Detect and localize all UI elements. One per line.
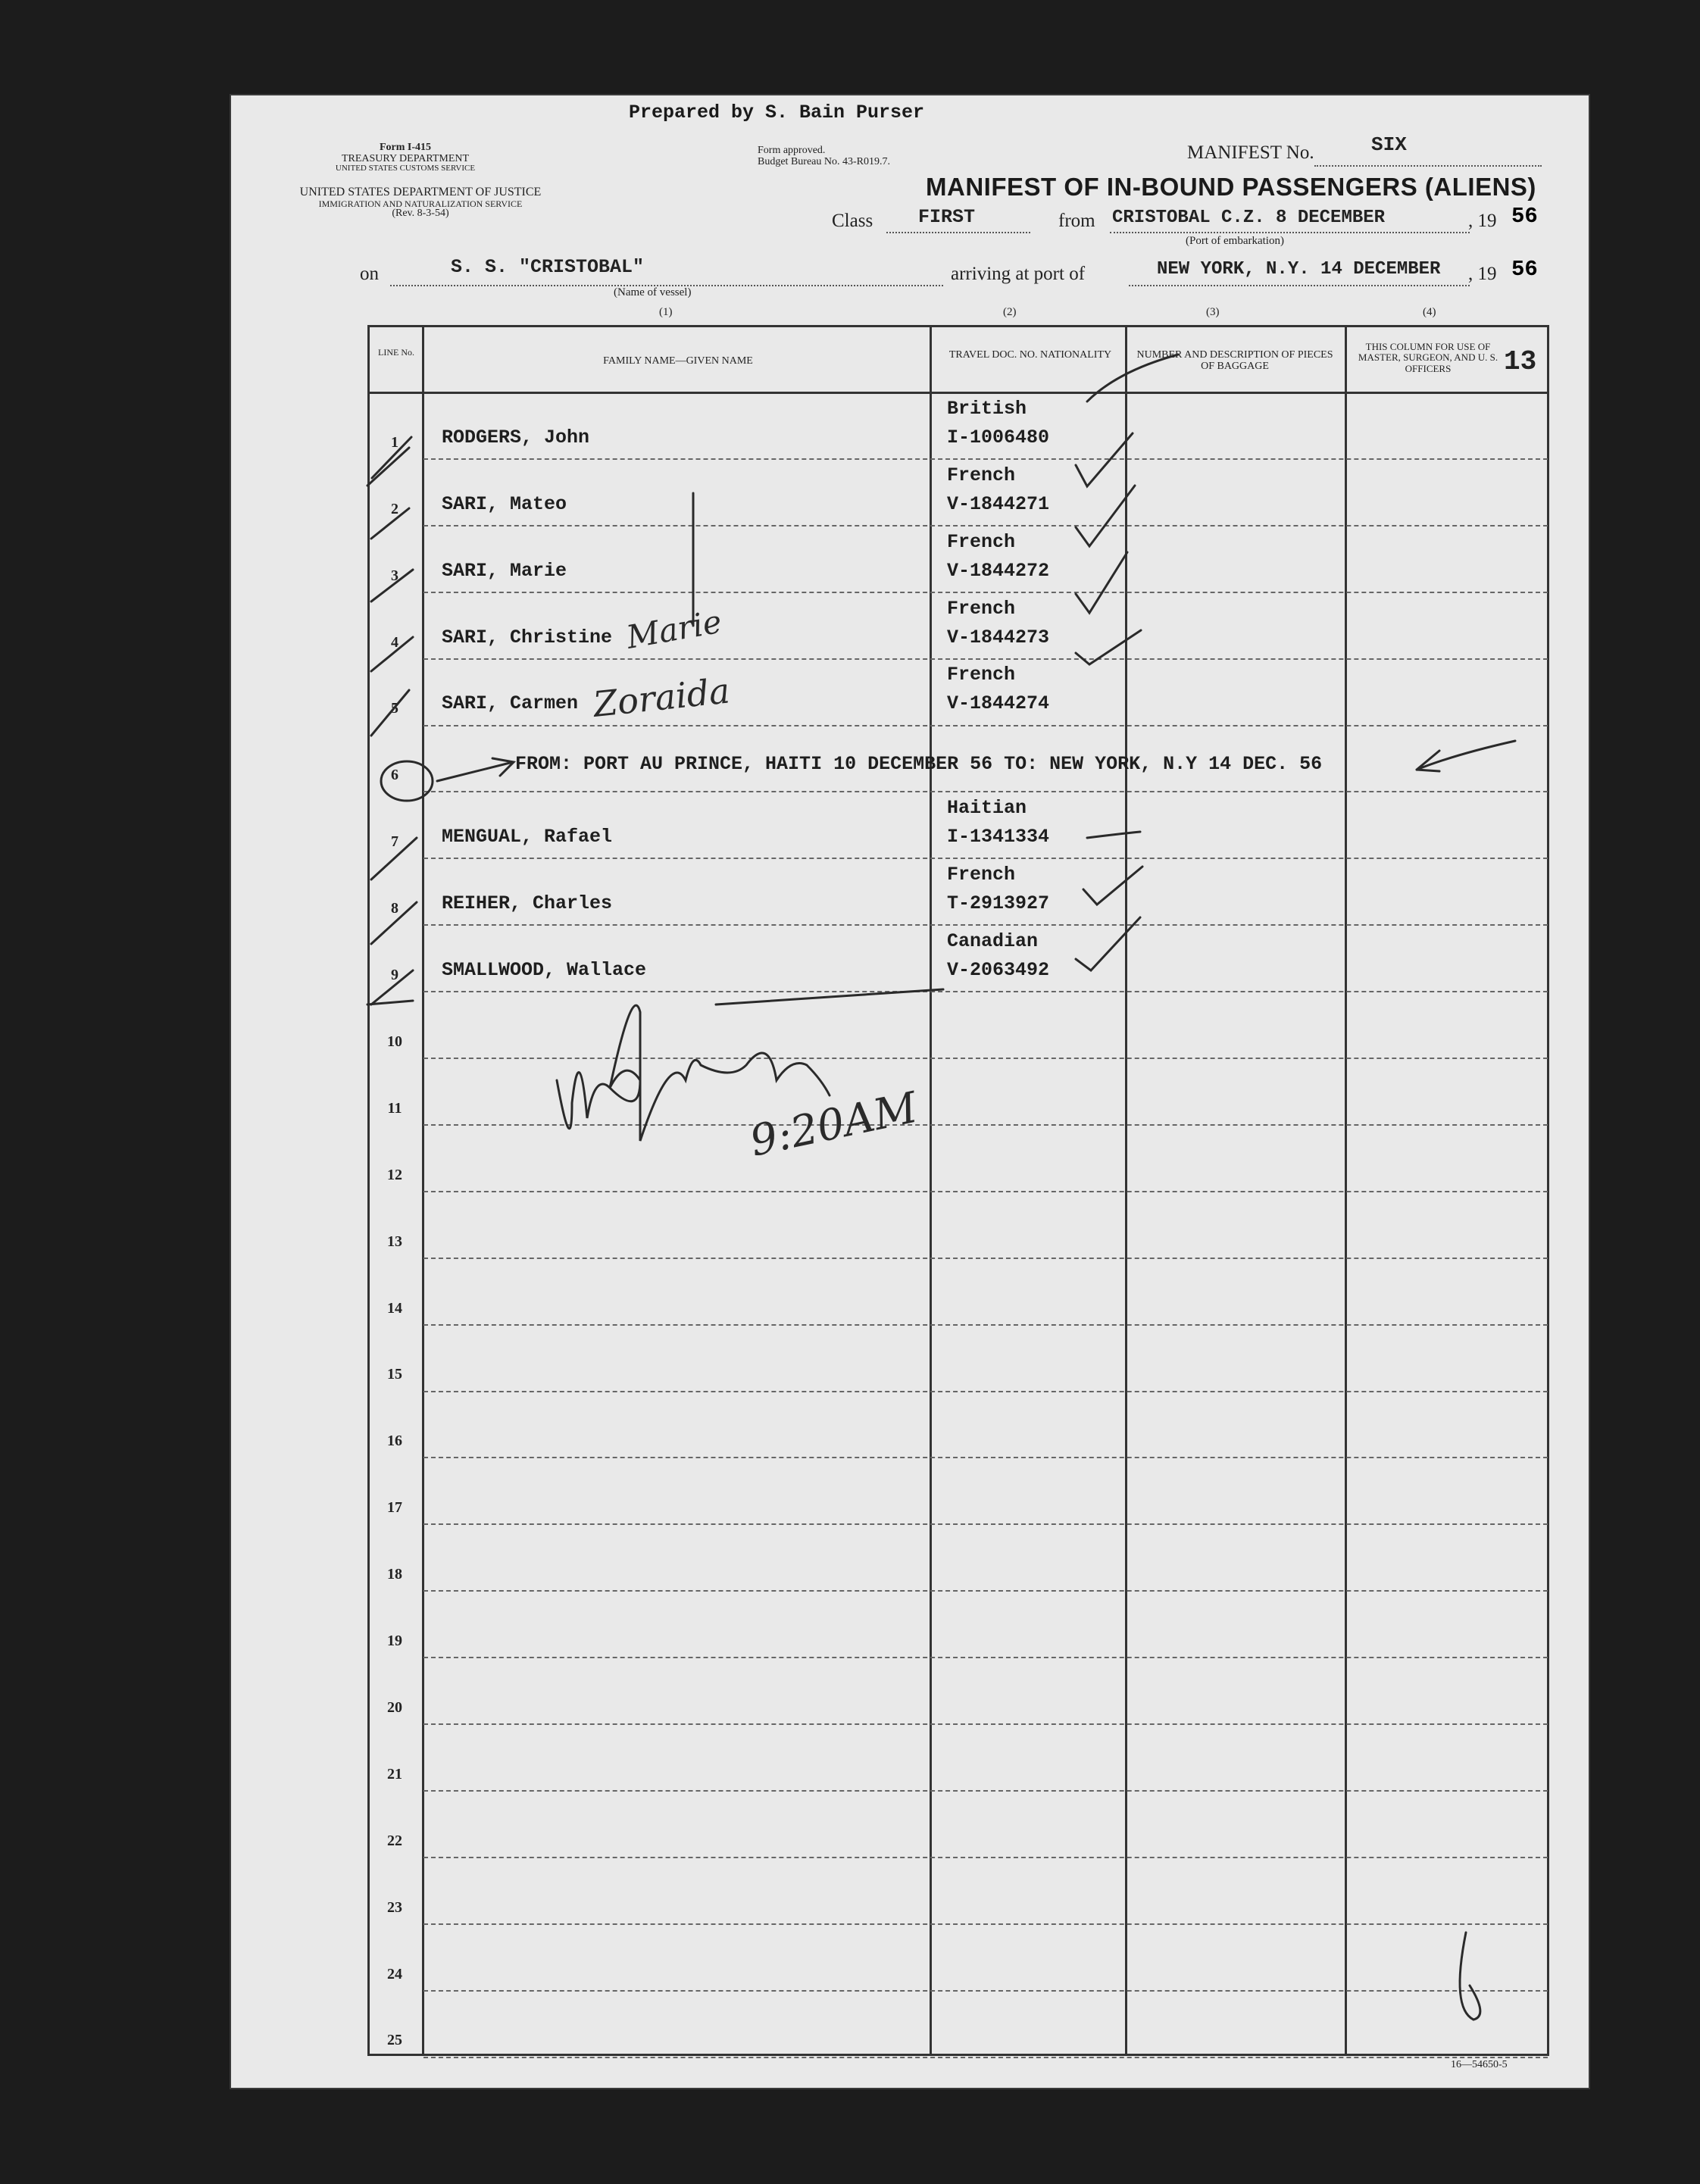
line-number: 20 <box>387 1698 402 1716</box>
passenger-name: MENGUAL, Rafael <box>442 826 613 848</box>
header-line-no: LINE No. <box>378 347 414 358</box>
line-number: 16 <box>387 1433 402 1450</box>
line-number: 23 <box>387 1898 402 1916</box>
from-year-prefix: , 19 <box>1468 211 1497 231</box>
line-number: 15 <box>387 1366 402 1383</box>
line-number: 21 <box>387 1765 402 1783</box>
check-mark <box>1076 552 1127 613</box>
line-number: 22 <box>387 1832 402 1849</box>
budget-bureau: Budget Bureau No. 43-R019.7. <box>758 155 890 167</box>
travel-doc-number: V-1844274 <box>947 692 1050 715</box>
arriving-year: 56 <box>1511 257 1538 282</box>
check-mark <box>1087 355 1178 401</box>
line-number: 5 <box>391 700 398 717</box>
line-number: 17 <box>387 1499 402 1517</box>
treasury-dept: TREASURY DEPARTMENT <box>341 152 470 164</box>
line-number: 11 <box>387 1099 402 1117</box>
row-6-circle <box>381 761 433 801</box>
from-label: from <box>1058 211 1095 231</box>
rev-date: (Rev. 8-3-54) <box>392 208 449 220</box>
check-mark <box>1083 867 1142 905</box>
handwriting-layer <box>231 95 1589 2088</box>
line-number: 9 <box>391 967 398 984</box>
arriving-label: arriving at port of <box>951 264 1086 284</box>
manifest-page <box>231 95 1589 2088</box>
nationality: Haitian <box>947 797 1027 820</box>
justice-dept: UNITED STATES DEPARTMENT OF JUSTICE <box>299 186 542 198</box>
check-mark <box>1087 832 1140 838</box>
col2-number: (2) <box>1003 306 1017 318</box>
travel-doc-number: V-2063492 <box>947 959 1050 982</box>
header-travel-doc: TRAVEL DOC. NO. NATIONALITY <box>948 349 1112 361</box>
class-value: FIRST <box>918 206 976 228</box>
on-label: on <box>360 264 379 284</box>
line-number: 12 <box>387 1166 402 1183</box>
line-number: 6 <box>391 767 398 784</box>
page-mark-stroke <box>1460 1932 1480 2020</box>
handwritten-time: 9:20AM <box>745 1083 922 1167</box>
tally-stroke <box>371 970 413 1005</box>
ins-service: IMMIGRATION AND NATURALIZATION SERVICE <box>318 198 523 209</box>
nationality: French <box>947 464 1016 486</box>
prepared-by: Prepared by S. Bain Purser <box>629 102 925 123</box>
manifest-title: MANIFEST OF IN-BOUND PASSENGERS (ALIENS) <box>926 173 1536 201</box>
strike-line <box>716 989 943 1005</box>
tally-stroke <box>372 437 411 478</box>
passenger-name: SARI, Christine <box>442 626 613 648</box>
travel-doc-number: I-1341334 <box>947 826 1050 848</box>
passenger-name: REIHER, Charles <box>442 892 613 915</box>
line-number: 1 <box>391 433 398 451</box>
tally-stroke <box>371 690 409 736</box>
line-number: 10 <box>387 1033 402 1050</box>
nationality: Canadian <box>947 930 1039 953</box>
form-approved: Form approved. <box>758 145 826 156</box>
handwritten-zoraida: Zoraida <box>591 670 732 725</box>
check-mark <box>1076 630 1141 664</box>
vessel-note: (Name of vessel) <box>614 286 692 298</box>
vessel-value: S. S. "CRISTOBAL" <box>451 256 645 278</box>
col1-number: (1) <box>659 306 673 318</box>
col4-number: (4) <box>1423 306 1436 318</box>
tally-stroke <box>367 448 409 486</box>
check-mark <box>1076 917 1140 970</box>
travel-doc-number: I-1006480 <box>947 426 1050 448</box>
from-value: CRISTOBAL C.Z. 8 DECEMBER <box>1112 208 1386 228</box>
manifest-no-value: SIX <box>1371 133 1407 156</box>
header-baggage: NUMBER AND DESCRIPTION OF PIECES OF BAGGAGE <box>1136 349 1333 373</box>
nationality: French <box>947 864 1016 886</box>
tally-stroke <box>371 838 417 880</box>
tally-stroke <box>371 637 413 671</box>
nationality: British <box>947 397 1027 420</box>
passenger-name: SMALLWOOD, Wallace <box>442 959 647 982</box>
nationality: French <box>947 597 1016 620</box>
passenger-name: SARI, Marie <box>442 559 567 582</box>
travel-doc-number: V-1844271 <box>947 492 1050 515</box>
line-number: 19 <box>387 1633 402 1650</box>
class-label: Class <box>832 211 873 231</box>
form-number: Form I-415 <box>379 142 432 153</box>
line-number: 2 <box>391 500 398 517</box>
header-name: FAMILY NAME—GIVEN NAME <box>603 355 753 367</box>
col3-number: (3) <box>1206 306 1220 318</box>
handwritten-marie: Marie <box>623 602 725 656</box>
line-number: 7 <box>391 833 398 851</box>
passenger-name: SARI, Carmen <box>442 692 579 715</box>
from-year: 56 <box>1511 204 1538 229</box>
travel-doc-number: V-1844273 <box>947 626 1050 648</box>
arrow-right <box>1417 741 1515 771</box>
manifest-no-label: MANIFEST No. <box>1187 142 1314 163</box>
customs-service: UNITED STATES CUSTOMS SERVICE <box>335 164 476 173</box>
line-number: 13 <box>387 1233 402 1250</box>
embark-note: (Port of embarkation) <box>1186 235 1284 247</box>
line-number: 8 <box>391 900 398 917</box>
passenger-name: RODGERS, John <box>442 426 590 448</box>
line-number: 24 <box>387 1965 402 1982</box>
tally-stroke <box>371 570 413 601</box>
nationality: French <box>947 530 1016 553</box>
line-number: 4 <box>391 633 398 651</box>
tally-stroke <box>371 508 409 539</box>
tally-stroke <box>371 902 417 944</box>
travel-doc-number: V-1844272 <box>947 559 1050 582</box>
line-number: 14 <box>387 1299 402 1317</box>
officers-count: 13 <box>1504 346 1537 377</box>
arriving-value: NEW YORK, N.Y. 14 DECEMBER <box>1157 259 1441 280</box>
header-officers: THIS COLUMN FOR USE OF MASTER, SURGEON, AND U. S. OFFICERS <box>1358 341 1498 374</box>
line-number: 18 <box>387 1566 402 1583</box>
line-number: 3 <box>391 567 398 584</box>
arriving-year-prefix: , 19 <box>1468 264 1497 284</box>
itinerary-note: FROM: PORT AU PRINCE, HAITI 10 DECEMBER 56 TO: NEW YORK, N.Y 14 DEC. 56 <box>515 753 1323 776</box>
check-mark <box>1076 433 1133 486</box>
line-number: 25 <box>387 2032 402 2049</box>
passenger-name: SARI, Mateo <box>442 492 567 515</box>
arrow-left <box>437 758 514 781</box>
nationality: French <box>947 664 1016 686</box>
footer-code: 16—54650-5 <box>1451 2059 1508 2070</box>
travel-doc-number: T-2913927 <box>947 892 1050 915</box>
check-mark <box>1076 486 1135 546</box>
